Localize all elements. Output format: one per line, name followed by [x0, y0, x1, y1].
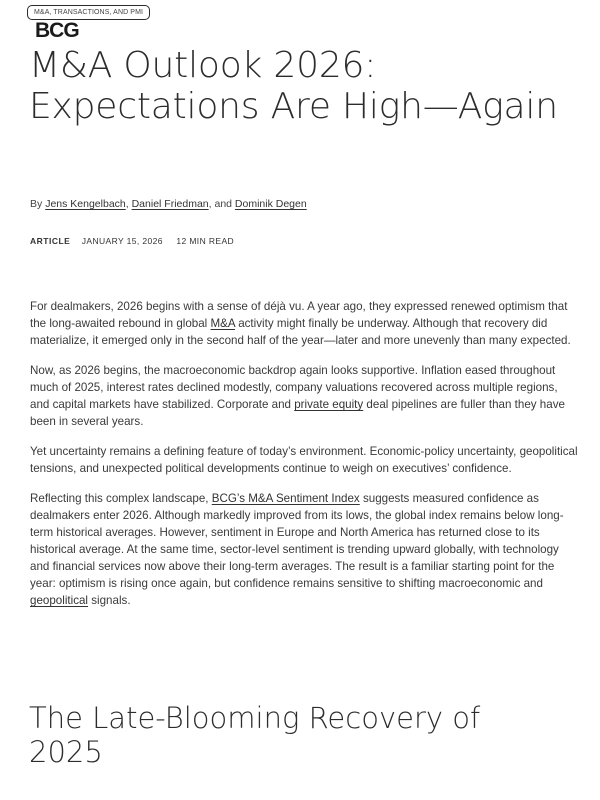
byline-separator: ,: [125, 198, 132, 210]
byline: [30, 198, 307, 210]
section-heading: The Late-Blooming Recovery of 2025: [29, 701, 481, 769]
paragraph: Yet uncertainty remains a defining feature of today’s environment. Economic-policy uncertainty, geopolitical tensions, and unexpected political developments continue to weigh on executives’ confidence.: [30, 445, 578, 475]
sentiment-index-link[interactable]: BCG’s M&A Sentiment Index: [211, 492, 360, 505]
author-link[interactable]: Daniel Friedman: [131, 198, 209, 210]
ma-link[interactable]: M&A: [210, 317, 235, 330]
publish-date: JANUARY 15, 2026: [81, 236, 163, 246]
article-meta: [30, 236, 234, 246]
article-title: M&A Outlook 2026: Expectations Are High—Again: [29, 45, 558, 127]
author-link[interactable]: Dominik Degen: [234, 198, 307, 210]
read-time: 12 MIN READ: [176, 236, 235, 246]
paragraph: Reflecting this complex landscape, BCG’s M&A Sentiment Index suggests measured confidence as dealmakers enter 2026. Although markedly improved from its lows, the global index remains below long-term historical averages. However, sentiment in Europe and North America has returned close to its historical average. At the same time, sector-level sentiment is trending upward globally, with technology and financial services now above their long-term averages. The result is a familiar starting point for the year: optimism is rising once again, but confidence remains sensitive to shifting macroeconomic and geopolitical signals.: [30, 492, 564, 607]
paragraph: For dealmakers, 2026 begins with a sense of déjà vu. A year ago, they expressed renewed optimism that the long-awaited rebound in global M&A activity might finally be underway. Although that recovery did materialize, it emerged only in the second half of the year—later and more unevenly than many expected.: [30, 300, 571, 347]
byline-prefix: By: [30, 198, 43, 210]
byline-separator: , and: [208, 198, 235, 210]
article-type: ARTICLE: [30, 236, 71, 246]
paragraph: Now, as 2026 begins, the macroeconomic backdrop again looks supportive. Inflation eased throughout much of 2025, interest rates declined modestly, company valuations recovered across multiple regions, and capital markets have stabilized. Corporate and private equity deal pipelines are fuller than they have been in several years.: [30, 364, 565, 428]
bcg-logo[interactable]: BCG: [35, 19, 79, 42]
topic-tag[interactable]: M&A, TRANSACTIONS, AND PMI: [27, 5, 150, 20]
article-body: [30, 298, 578, 622]
author-link[interactable]: Jens Kengelbach: [45, 198, 126, 210]
geopolitical-link[interactable]: geopolitical: [30, 594, 89, 607]
private-equity-link[interactable]: private equity: [294, 398, 364, 411]
